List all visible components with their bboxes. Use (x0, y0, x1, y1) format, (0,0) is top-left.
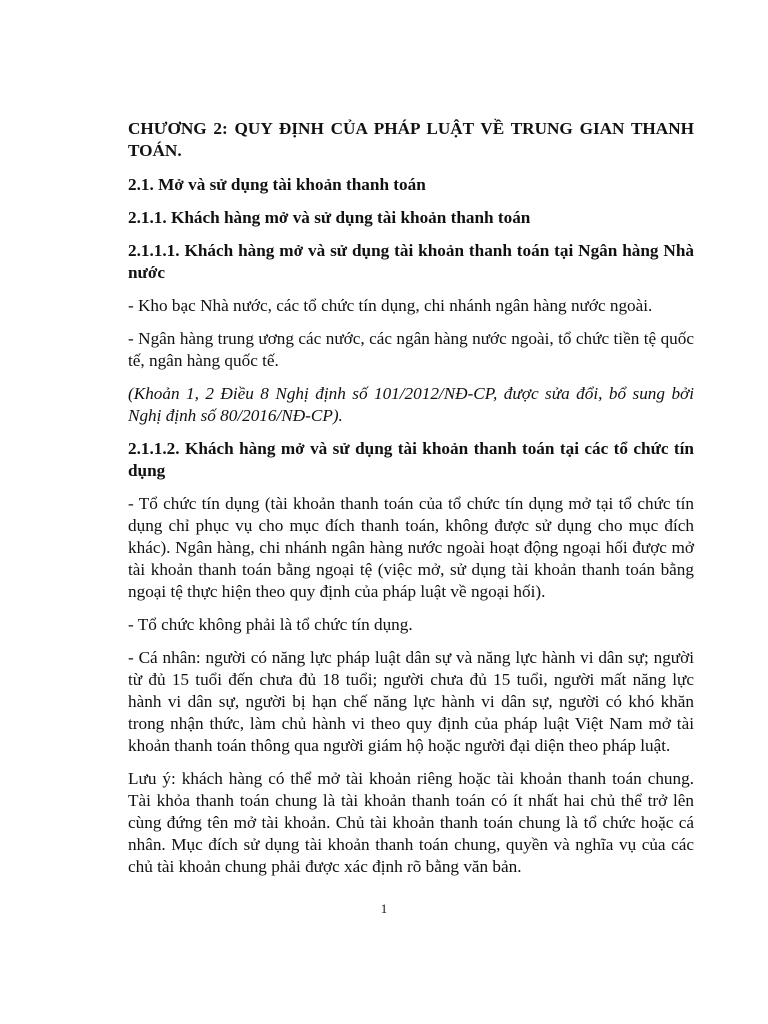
paragraph-ca-nhan: - Cá nhân: người có năng lực pháp luật dân sự và năng lực hành vi dân sự; người từ đủ 15 tuổi đến chưa đủ 18 tuổi; người chưa đủ 15 tuổi, người mất năng lực hành vi dân sự, người bị hạn chế năng lực hành vi dân sự, người có khó khăn trong nhận thức, làm chủ hành vi theo quy định của pháp luật Việt Nam mở tài khoản thanh toán thông qua người giám hộ hoặc người đại diện theo pháp luật. (128, 648, 694, 755)
section-heading-2-1-1: 2.1.1. Khách hàng mở và sử dụng tài khoản thanh toán (128, 208, 531, 227)
chapter-title: CHƯƠNG 2: QUY ĐỊNH CỦA PHÁP LUẬT VỀ TRUNG GIAN THANH TOÁN. (128, 119, 694, 160)
paragraph-luu-y: Lưu ý: khách hàng có thể mở tài khoản riêng hoặc tài khoản thanh toán chung. Tài khỏa thanh toán chung là tài khoản thanh toán có ít nhất hai chủ thể trở lên cùng đứng tên mở tài khoản. Chủ tài khoản thanh toán chung là tổ chức hoặc cá nhân. Mục đích sử dụng tài khoản thanh toán chung, quyền và nghĩa vụ của các chủ tài khoản chung phải được xác định rõ bằng văn bản. (128, 769, 694, 876)
page-number: 1 (380, 901, 388, 916)
section-heading-2-1: 2.1. Mở và sử dụng tài khoản thanh toán (128, 175, 426, 194)
section-heading-2-1-1-2: 2.1.1.2. Khách hàng mở và sử dụng tài khoản thanh toán tại các tổ chức tín dụng (128, 439, 694, 480)
paragraph-ngan-hang-trung-uong: - Ngân hàng trung ương các nước, các ngân hàng nước ngoài, tổ chức tiền tệ quốc tế, ngân hàng quốc tế. (128, 329, 694, 370)
paragraph-to-chuc-tin-dung: - Tổ chức tín dụng (tài khoản thanh toán của tổ chức tín dụng mở tại tổ chức tín dụng chỉ phục vụ cho mục đích thanh toán, không được sử dụng cho mục đích khác). Ngân hàng, chi nhánh ngân hàng nước ngoài hoạt động ngoại hối được mở tài khoản thanh toán bằng ngoại tệ (việc mở, sử dụng tài khoản thanh toán bằng ngoại tệ thực hiện theo quy định của pháp luật về ngoại hối). (128, 494, 694, 601)
document-body (128, 118, 694, 889)
paragraph-to-chuc-khong-phai-tctd: - Tổ chức không phải là tổ chức tín dụng. (128, 615, 413, 634)
section-heading-2-1-1-1: 2.1.1.1. Khách hàng mở và sử dụng tài khoản thanh toán tại Ngân hàng Nhà nước (128, 241, 694, 282)
paragraph-kho-bac: - Kho bạc Nhà nước, các tổ chức tín dụng, chi nhánh ngân hàng nước ngoài. (128, 296, 653, 315)
legal-citation: (Khoản 1, 2 Điều 8 Nghị định số 101/2012/NĐ-CP, được sửa đổi, bổ sung bởi Nghị định số 80/2016/NĐ-CP). (128, 384, 694, 425)
